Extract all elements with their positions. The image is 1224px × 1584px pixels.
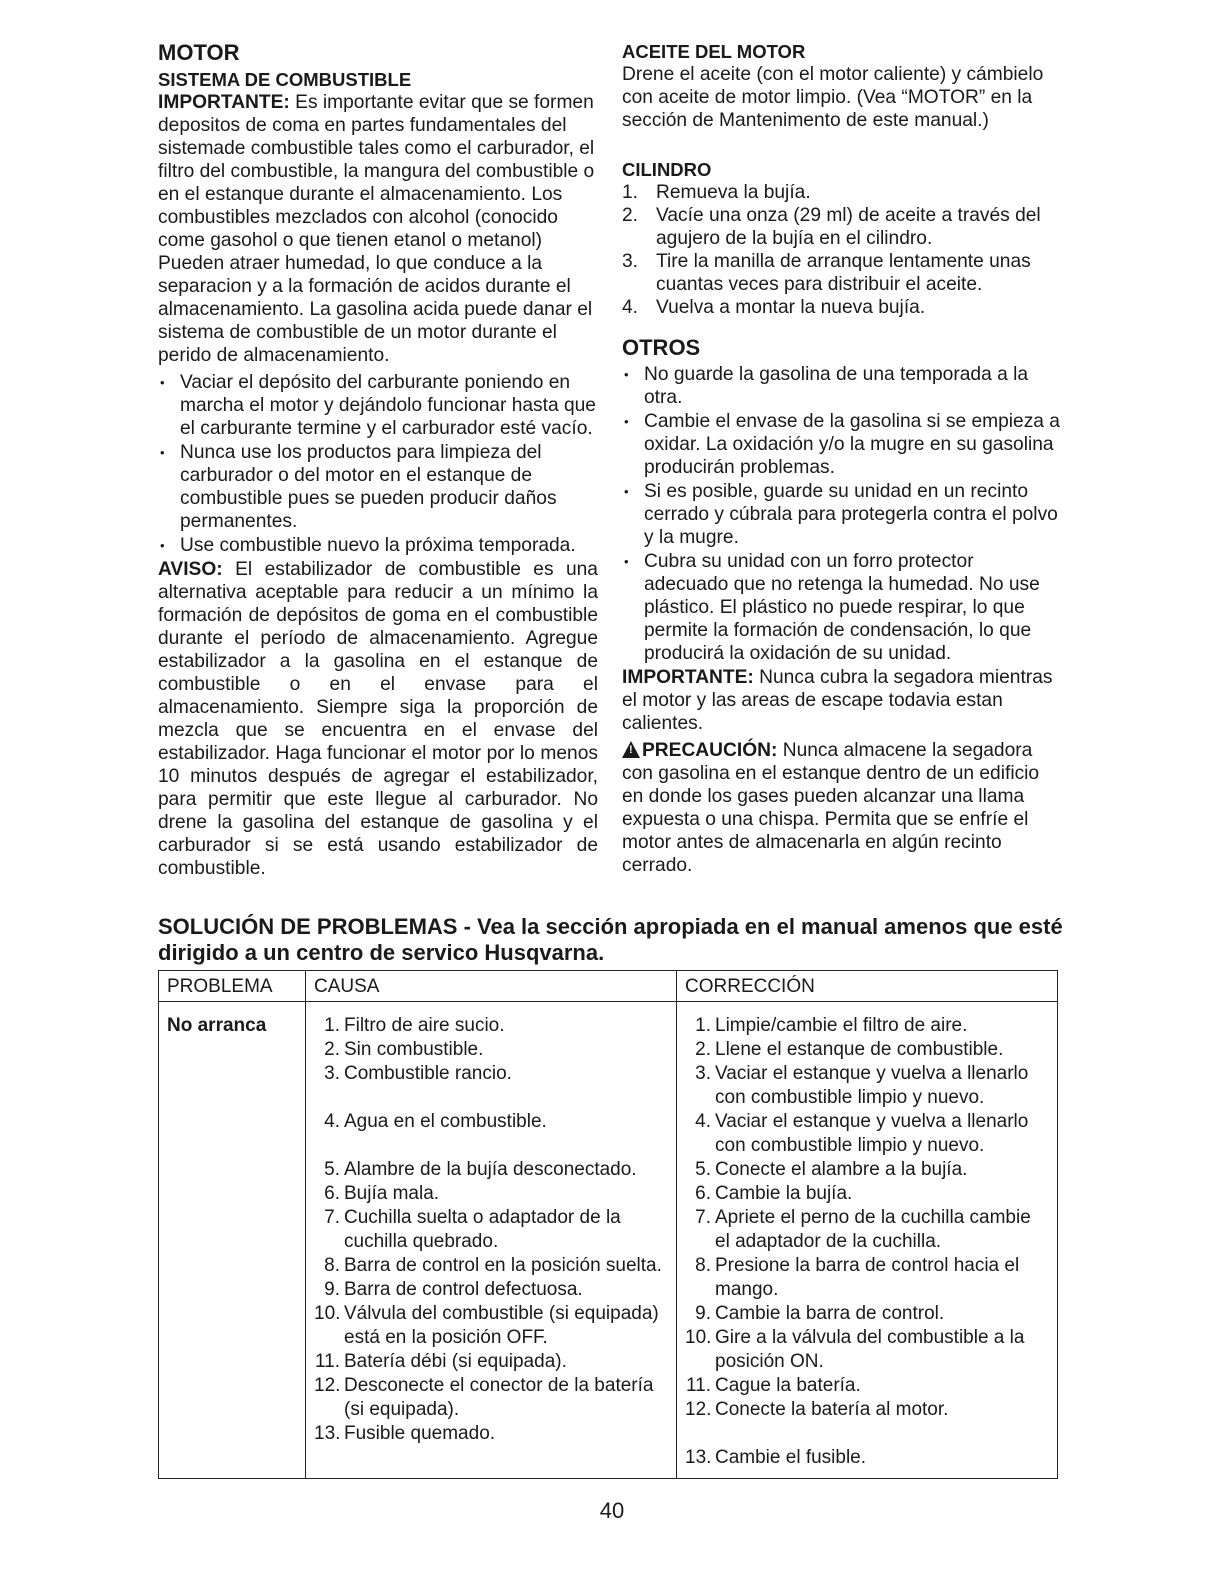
list-item: • Cambie el envase de la gasolina si se empieza a oxidar. La oxidación y/o la mugre en su gasolina producirán problemas. xyxy=(622,410,1062,479)
troubleshooting-table xyxy=(158,970,1058,1479)
list-item: 4. Vaciar el estanque y vuelva a llenarlo con combustible limpio y nuevo. xyxy=(695,1111,1029,1156)
fuel-important-label: IMPORTANTE: xyxy=(158,92,290,113)
list-item: • Nunca use los productos para limpieza del carburador o del motor en el estanque de combustible pues se pueden producir daños permanentes. xyxy=(158,441,598,533)
otros-heading: OTROS xyxy=(622,335,701,360)
header-correccion: CORRECCIÓN xyxy=(677,971,1058,1002)
otros-bullet-list xyxy=(622,363,1062,665)
right-column xyxy=(622,40,1062,877)
list-item: 10. Gire a la válvula del combustible a la posición ON. xyxy=(685,1327,1025,1372)
list-item: • Si es posible, guarde su unidad en un recinto cerrado y cúbrala para protegerla contra el polvo y la mugre. xyxy=(622,480,1062,549)
left-column xyxy=(158,40,598,880)
list-item: 9. Barra de control defectuosa. xyxy=(324,1279,583,1300)
cylinder-heading: CILINDRO xyxy=(622,159,712,180)
notice-paragraph xyxy=(158,558,598,880)
list-item: 13. Cambie el fusible. xyxy=(685,1447,867,1468)
list-item: 7. Cuchilla suelta o adaptador de la cuchilla quebrado. xyxy=(324,1207,621,1252)
list-item: 3. Vaciar el estanque y vuelva a llenarlo con combustible limpio y nuevo. xyxy=(695,1063,1029,1108)
list-item: 2. Llene el estanque de combustible. xyxy=(695,1039,1004,1060)
troubleshooting-title: SOLUCIÓN DE PROBLEMAS - Vea la sección apropiada en el manual amenos que esté dirigido a un centro de servico Husqvarna. xyxy=(158,914,1063,965)
caution-paragraph xyxy=(622,739,1062,877)
page-number: 40 xyxy=(599,1498,625,1523)
list-item: 11. Cague la batería. xyxy=(685,1375,861,1396)
list-item: 6. Cambie la bujía. xyxy=(695,1183,853,1204)
list-item: 8. Barra de control en la posición suelta. xyxy=(324,1255,662,1276)
header-problema: PROBLEMA xyxy=(159,971,306,1002)
causes-cell xyxy=(306,1002,677,1479)
motor-heading: MOTOR xyxy=(158,40,240,65)
fuel-important-paragraph xyxy=(158,91,598,367)
warning-triangle-icon xyxy=(622,741,640,758)
list-item: 3. Combustible rancio. xyxy=(324,1063,512,1084)
causes-list xyxy=(314,1014,668,1446)
caution-text: Nunca almacene la segadora con gasolina en el estanque dentro de un edificio en donde los gases pueden alcanzar una llama expuesta o una chispa. Permita que se enfríe el motor antes de almacenarla en algún recinto cerrado. xyxy=(622,740,1040,876)
list-item: 10. Válvula del combustible (si equipada) está en la posición OFF. xyxy=(314,1303,659,1348)
cylinder-steps xyxy=(622,181,1062,319)
list-item: 2. Sin combustible. xyxy=(324,1039,484,1060)
list-item: • Use combustible nuevo la próxima temporada. xyxy=(158,534,598,557)
list-item: • Cubra su unidad con un forro protector adecuado que no retenga la humedad. No use plástico. El plástico no puede respirar, lo que permite la formación de condensación, lo que producirá la oxidación de su unidad. xyxy=(622,550,1062,665)
otros-important-text: Nunca cubra la segadora mientras el motor y las areas de escape todavia estan calientes. xyxy=(622,667,1053,734)
list-item: 12. Desconecte el conector de la batería (si equipada). xyxy=(314,1375,654,1420)
fuel-bullet-list xyxy=(158,371,598,557)
engine-oil-heading: ACEITE DEL MOTOR xyxy=(622,41,806,62)
problem-cell xyxy=(159,1002,306,1479)
list-item: 5. Conecte el alambre a la bujía. xyxy=(695,1159,968,1180)
corrections-cell xyxy=(677,1002,1058,1479)
list-item: • Vaciar el depósito del carburante poniendo en marcha el motor y dejándolo funcionar hasta que el carburante termine y el carburador esté vacío. xyxy=(158,371,598,440)
list-item: • No guarde la gasolina de una temporada a la otra. xyxy=(622,363,1062,409)
otros-important-paragraph xyxy=(622,666,1062,735)
list-item: 1. Remueva la bujía. xyxy=(622,182,811,203)
list-item: 4. Agua en el combustible. xyxy=(324,1111,547,1132)
list-item: 11. Batería débi (si equipada). xyxy=(314,1351,567,1372)
caution-label: PRECAUCIÓN: xyxy=(642,740,778,761)
table-row xyxy=(159,1002,1058,1479)
list-item: 5. Alambre de la bujía desconectado. xyxy=(324,1159,637,1180)
list-item: 4. Vuelva a montar la nueva bujía. xyxy=(622,297,926,318)
otros-important-label: IMPORTANTE: xyxy=(622,667,754,688)
fuel-important-text: Es importante evitar que se formen depositos de coma en partes fundamentales del sistemade combustible tales como el carburador, el filtro del combustible, la mangura del combustible o en el estanque durante el almacenamiento. Los combustibles mezclados con alcohol (conocido come gasohol o que tienen etanol o metanol) Pueden atraer humedad, lo que conduce a la separacion y a la formación de acidos durante el almacenamiento. La gasolina acida puede danar el sistema de combustible de un motor durante el perido de almacenamiento. xyxy=(158,92,595,366)
list-item: 1. Limpie/cambie el filtro de aire. xyxy=(695,1015,968,1036)
list-item: 7. Apriete el perno de la cuchilla cambie el adaptador de la cuchilla. xyxy=(695,1207,1031,1252)
fuel-system-heading: SISTEMA DE COMBUSTIBLE xyxy=(158,69,412,90)
table-header-row xyxy=(159,971,1058,1002)
list-item: 13. Fusible quemado. xyxy=(314,1423,496,1444)
list-item: 6. Bujía mala. xyxy=(324,1183,440,1204)
list-item: 1. Filtro de aire sucio. xyxy=(324,1015,505,1036)
notice-text: El estabilizador de combustible es una alternativa aceptable para reducir a un mínimo la formación de depósitos de goma en el combustible durante el período de almacenamiento. Agregue estabilizador a la gasolina en el estanque de combustible o en el envase para el almacenamiento. Siempre siga la proporción de mezcla que se encuentra en el envase del estabilizador. Haga funcionar el motor por lo menos 10 minutos después de agregar el estabilizador, para permitir que este llegue al carburador. No drene la gasolina del estanque de gasolina y el carburador si se está usando estabilizador de combustible. xyxy=(158,559,598,879)
list-item: 12. Conecte la batería al motor. xyxy=(685,1399,949,1420)
notice-label: AVISO: xyxy=(158,559,223,580)
list-item: 2. Vacíe una onza (29 ml) de aceite a través del agujero de la bujía en el cilindro. xyxy=(622,205,1041,249)
list-item: 8. Presione la barra de control hacia el mango. xyxy=(695,1255,1020,1300)
list-item: 3. Tire la manilla de arranque lentamente unas cuantas veces para distribuir el aceite. xyxy=(622,251,1031,295)
engine-oil-text: Drene el aceite (con el motor caliente) y cámbielo con aceite de motor limpio. (Vea “MOTOR” en la sección de Mantenimento de este manual.) xyxy=(622,64,1044,131)
corrections-list xyxy=(685,1014,1049,1470)
list-item: 9. Cambie la barra de control. xyxy=(695,1303,945,1324)
problem-name: No arranca xyxy=(167,1015,267,1036)
header-causa: CAUSA xyxy=(306,971,677,1002)
